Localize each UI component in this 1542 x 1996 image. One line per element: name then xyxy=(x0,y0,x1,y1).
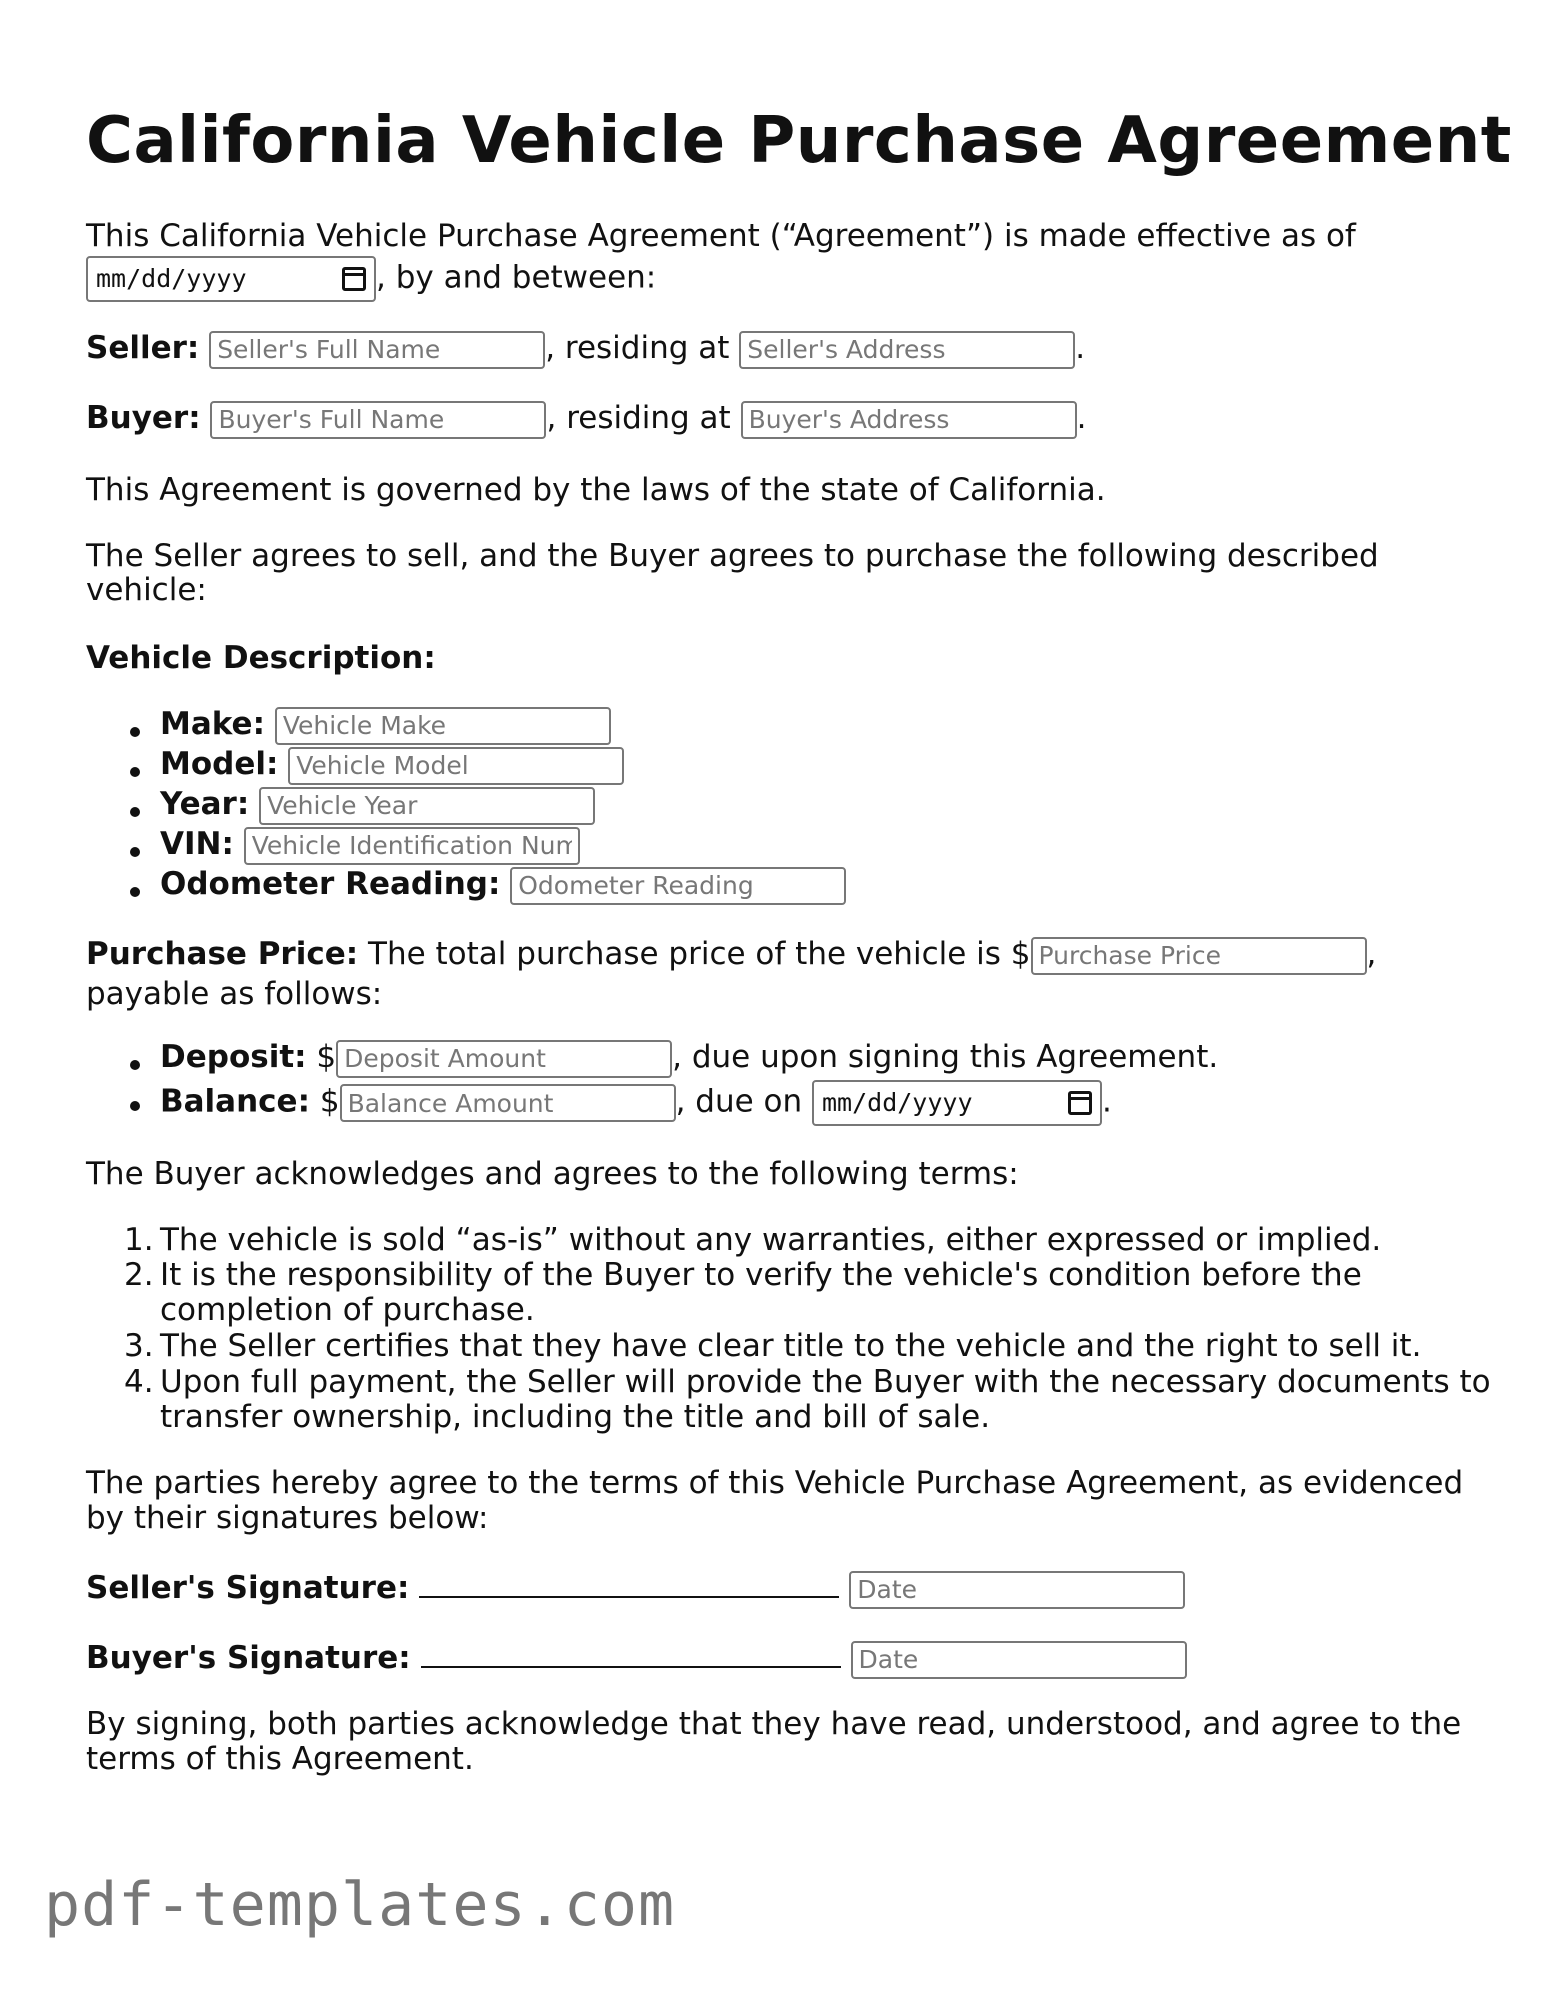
vin-item xyxy=(160,826,580,865)
make-input[interactable] xyxy=(275,707,611,745)
balance-label: Balance: xyxy=(160,1083,310,1120)
effective-date-input[interactable] xyxy=(86,256,376,302)
term-4-line2: transfer ownership, including the title and bill of sale. xyxy=(160,1399,991,1435)
bullet xyxy=(130,847,140,857)
bullet xyxy=(130,887,140,897)
purchase-price-text: The total purchase price of the vehicle is $ xyxy=(368,936,1031,972)
balance-input[interactable] xyxy=(340,1084,676,1122)
seller-line xyxy=(86,330,1085,369)
term-2-line1: It is the responsibility of the Buyer to verify the vehicle's condition before the xyxy=(160,1257,1362,1293)
purchase-price-comma: , xyxy=(1366,936,1377,972)
buyer-signature-field[interactable] xyxy=(421,1636,841,1668)
deposit-item xyxy=(160,1039,1218,1078)
agree-line1: The parties hereby agree to the terms of this Vehicle Purchase Agreement, as evidenced xyxy=(86,1465,1464,1501)
seller-signature-field[interactable] xyxy=(419,1566,839,1598)
term-number: 3. xyxy=(124,1328,154,1364)
balance-period: . xyxy=(1102,1083,1112,1120)
seller-residing-text: , residing at xyxy=(545,330,730,366)
bullet xyxy=(130,807,140,817)
purchase-price-line xyxy=(86,936,1376,975)
seller-signature-line xyxy=(86,1566,1185,1609)
term-1: The vehicle is sold “as-is” without any warranties, either expressed or implied. xyxy=(160,1222,1382,1258)
governing-law-text: This Agreement is governed by the laws of the state of California. xyxy=(86,472,1106,508)
balance-date-input[interactable] xyxy=(812,1080,1102,1126)
seller-name-input[interactable] xyxy=(209,331,545,369)
year-input[interactable] xyxy=(259,787,595,825)
buyer-signature-line xyxy=(86,1636,1187,1679)
model-label: Model: xyxy=(160,746,279,782)
effective-date-value: mm/dd/yyyy xyxy=(96,264,247,293)
odometer-label: Odometer Reading: xyxy=(160,866,501,902)
closing-line2: terms of this Agreement. xyxy=(86,1741,474,1777)
deposit-due-text: , due upon signing this Agreement. xyxy=(672,1039,1219,1075)
balance-item xyxy=(160,1080,1112,1126)
bullet xyxy=(130,767,140,777)
seller-label: Seller: xyxy=(86,330,200,366)
make-label: Make: xyxy=(160,706,265,742)
balance-due-on-text: , due on xyxy=(675,1083,803,1120)
purchase-price-input[interactable] xyxy=(1031,937,1367,975)
seller-address-input[interactable] xyxy=(739,331,1075,369)
term-number: 2. xyxy=(124,1257,154,1293)
seller-date-input[interactable] xyxy=(849,1571,1185,1609)
term-number: 1. xyxy=(124,1222,154,1258)
year-item xyxy=(160,786,595,825)
odometer-input[interactable] xyxy=(510,867,846,905)
buyer-date-input[interactable] xyxy=(851,1641,1187,1679)
bullet xyxy=(130,1101,140,1111)
bullet xyxy=(130,1060,140,1070)
buyer-name-input[interactable] xyxy=(210,401,546,439)
model-input[interactable] xyxy=(288,747,624,785)
term-3: The Seller certifies that they have clear title to the vehicle and the right to sell it. xyxy=(160,1328,1422,1364)
vin-label: VIN: xyxy=(160,826,234,862)
term-number: 4. xyxy=(124,1364,154,1400)
buyer-residing-text: , residing at xyxy=(546,400,731,436)
vehicle-description-heading: Vehicle Description: xyxy=(86,640,436,676)
seller-period: . xyxy=(1075,330,1086,366)
buyer-period: . xyxy=(1076,400,1087,436)
buyer-line xyxy=(86,400,1086,439)
buyer-address-input[interactable] xyxy=(741,401,1077,439)
intro-date-line xyxy=(86,256,656,302)
balance-dollar: $ xyxy=(319,1083,340,1120)
deposit-label: Deposit: xyxy=(160,1039,307,1075)
agree-line2: by their signatures below: xyxy=(86,1500,489,1536)
calendar-icon xyxy=(342,267,366,291)
by-and-between-text: , by and between: xyxy=(376,259,657,296)
terms-intro: The Buyer acknowledges and agrees to the following terms: xyxy=(86,1156,1019,1192)
page-title: California Vehicle Purchase Agreement xyxy=(86,104,1512,178)
deposit-dollar: $ xyxy=(316,1039,337,1075)
payable-text: payable as follows: xyxy=(86,976,383,1012)
calendar-icon xyxy=(1068,1091,1092,1115)
closing-line1: By signing, both parties acknowledge that they have read, understood, and agree to the xyxy=(86,1706,1462,1742)
deposit-input[interactable] xyxy=(336,1040,672,1078)
vin-input[interactable] xyxy=(244,827,580,865)
purchase-price-label: Purchase Price: xyxy=(86,936,359,972)
sell-statement-line2: vehicle: xyxy=(86,572,207,608)
watermark: pdf-templates.com xyxy=(44,1870,676,1940)
bullet xyxy=(130,727,140,737)
model-item xyxy=(160,746,624,785)
make-item xyxy=(160,706,611,745)
term-4-line1: Upon full payment, the Seller will provide the Buyer with the necessary documents to xyxy=(160,1364,1491,1400)
buyer-signature-label: Buyer's Signature: xyxy=(86,1640,411,1676)
balance-date-value: mm/dd/yyyy xyxy=(822,1088,973,1117)
intro-text: This California Vehicle Purchase Agreement (“Agreement”) is made effective as of xyxy=(86,218,1356,254)
buyer-label: Buyer: xyxy=(86,400,201,436)
odometer-item xyxy=(160,866,846,905)
term-2-line2: completion of purchase. xyxy=(160,1292,535,1328)
year-label: Year: xyxy=(160,786,250,822)
seller-signature-label: Seller's Signature: xyxy=(86,1570,410,1606)
sell-statement-line1: The Seller agrees to sell, and the Buyer agrees to purchase the following described xyxy=(86,538,1379,574)
